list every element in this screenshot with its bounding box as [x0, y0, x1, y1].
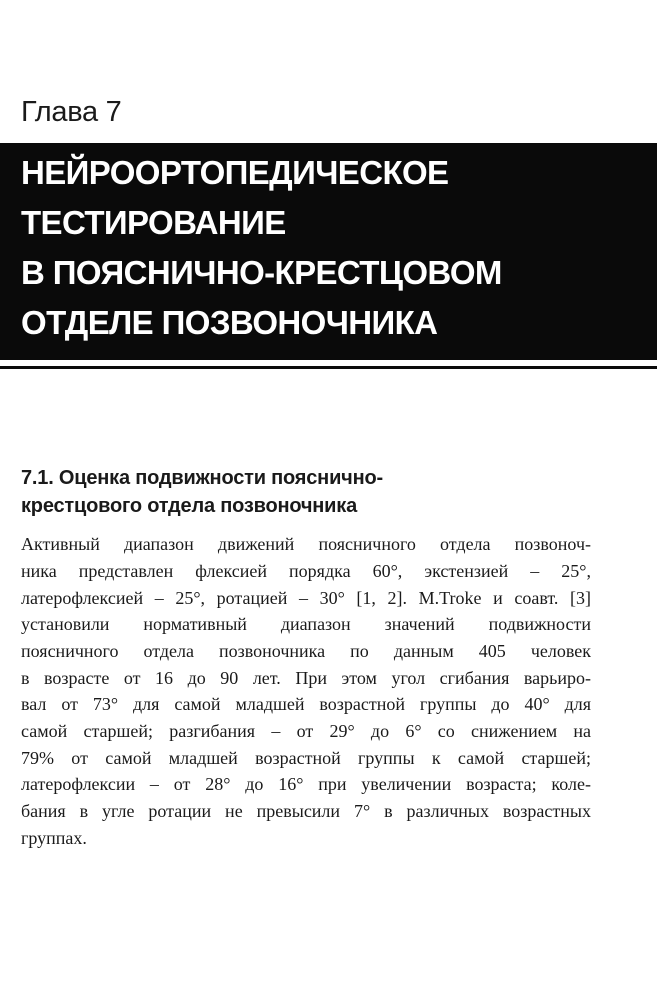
body-line: группах.	[21, 828, 87, 848]
chapter-title-line-2: ТЕСТИРОВАНИЕ	[21, 204, 286, 241]
chapter-title-line-3: В ПОЯСНИЧНО-КРЕСТЦОВОМ	[21, 254, 502, 291]
section-heading-line-1: 7.1. Оценка подвижности пояснично-	[21, 467, 383, 489]
body-line: бания в угле ротации не превысили 7° в различных возрастных	[21, 801, 591, 821]
chapter-title-line-1: НЕЙРООРТОПЕДИЧЕСКОЕ	[21, 154, 449, 191]
chapter-title-line-4: ОТДЕЛЕ ПОЗВОНОЧНИКА	[21, 304, 438, 341]
body-line: латерофлексии – от 28° до 16° при увеличении возраста; коле-	[21, 774, 591, 794]
body-line: установили нормативный диапазон значений подвижности	[21, 614, 591, 634]
body-line: 79% от самой младшей возрастной группы к самой старшей;	[21, 748, 591, 768]
chapter-title-band	[0, 143, 657, 360]
body-line: вал от 73° для самой младшей возрастной группы до 40° для	[21, 694, 591, 714]
body-line: ника представлен флексией порядка 60°, экстензией – 25°,	[21, 561, 591, 581]
body-line: поясничного отдела позвоночника по данным 405 человек	[21, 641, 591, 661]
section-heading-line-2: крестцового отдела позвоночника	[21, 495, 357, 517]
body-line: самой старшей; разгибания – от 29° до 6° со снижением на	[21, 721, 591, 741]
body-line: Активный диапазон движений поясничного отдела позвоноч-	[21, 534, 591, 554]
body-line: в возрасте от 16 до 90 лет. При этом угол сгибания варьиро-	[21, 668, 591, 688]
body-line: латерофлексией – 25°, ротацией – 30° [1, 2]. M.Troke и соавт. [3]	[21, 588, 591, 608]
title-divider-rule	[0, 366, 657, 369]
chapter-label: Глава 7	[21, 96, 122, 128]
